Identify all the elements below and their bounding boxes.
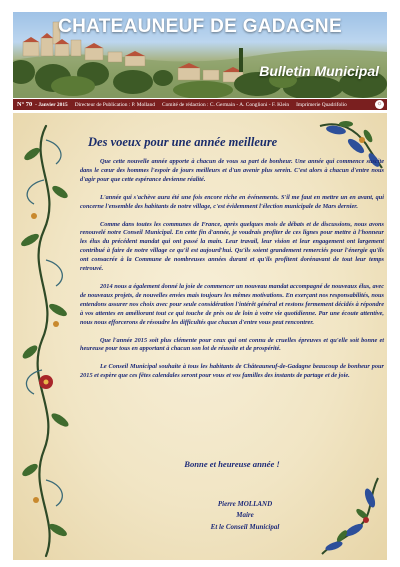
floral-corner-ornament-bottom-right (318, 474, 386, 558)
floral-border-ornament-left (16, 120, 78, 560)
printer-logo-icon: ☼ (376, 101, 383, 107)
signature-title: Maire (236, 511, 254, 519)
header-banner (13, 12, 387, 98)
issue-date: - Janvier 2015 (35, 102, 68, 108)
bulletin-title: CHATEAUNEUF DE GADAGNE (58, 16, 342, 37)
publication-info-strip (13, 99, 387, 110)
letter-paragraph: L'année qui s'achève aura été une fois encore riche en événements. S'il me faut en mettre un en avant, qui concerne l'ensemble des habitants de notre village, c'est évidemment l'élection municipale de Mars dernier. (80, 193, 384, 210)
signature-council: Et le Conseil Municipal (210, 523, 280, 531)
editorial-committee: Comité de rédaction : C. Germain - A. Conglioni - F. Klein (161, 102, 290, 108)
letter-paragraph: Le Conseil Municipal souhaite à tous les habitants de Châteauneuf-de-Gadagne beaucoup de bonheur pour 2015 et espère que ces fêtes calendales seront pour vous et vos familles des instants de partage et de joie. (80, 363, 384, 380)
letter-paragraph: Comme dans toutes les communes de France, après quelques mois de débats et de discussions, nous avons renouvelé notre Conseil Municipal. En cette fin d'année, je voudrais profiter de ces lignes pour mettre à l'honneur les élus du précédent mandat qui ont passé la main. Leur travail, leur vision et leur engagement ont largement contribué à faire de notre village ce qu'il est aujourd'hui. Qu'ils soient grandement remerciés pour l'énergie qu'ils ont consacrée à la Commune de nombreuses années durant et qu'ils profitent dorénavant de tout leur temps retrouvé. (80, 220, 384, 273)
closing-wish: Bonne et heureuse année ! (184, 459, 280, 469)
issue-number: N° 70 (17, 101, 33, 108)
letter-paragraph: 2014 nous a également donné la joie de commencer un nouveau mandat accompagné de nouveaux élus, avec de nouveaux projets, de nouvelles envies mais toujours les mêmes motivations. En exerçant nos responsabilités, nous entendons assurer nos choix avec pour seule considération l'intérêt général et restons fermement décidés à répondre à vos attentes en améliorant tout ce qui touche de près ou de loin à votre vie quotidienne. Par une écoute attentive, nous nous efforcerons de résoudre les difficultés que chacun d'entre vous peut rencontrer. (80, 282, 384, 326)
letter-heading: Des voeux pour une année meilleure (88, 135, 278, 149)
letter-body (80, 158, 384, 390)
publication-director: Directeur de Publication : P. Molland (74, 102, 155, 108)
letter-paragraph: Que cette nouvelle année apporte à chacun de vous sa part de bonheur. Une année qui commence suscite dans le cœur des hommes l'espoir de jours meilleurs et d'un avenir plus serein. C'est alors à chacun d'entre nous d'agir pour que cette espérance devienne réalité. (80, 158, 384, 183)
printer-name: Imprimerie Quadrifolio (296, 102, 347, 108)
signature-name: Pierre MOLLAND (217, 500, 273, 508)
letter-paragraph: Que l'année 2015 soit plus clémente pour ceux qui ont connu de cruelles épreuves et qu'elle soit bonne et heureuse pour tous en apportant à chacun son lot de réussite et de prospérité. (80, 336, 384, 353)
bulletin-subtitle: Bulletin Municipal (259, 63, 379, 79)
